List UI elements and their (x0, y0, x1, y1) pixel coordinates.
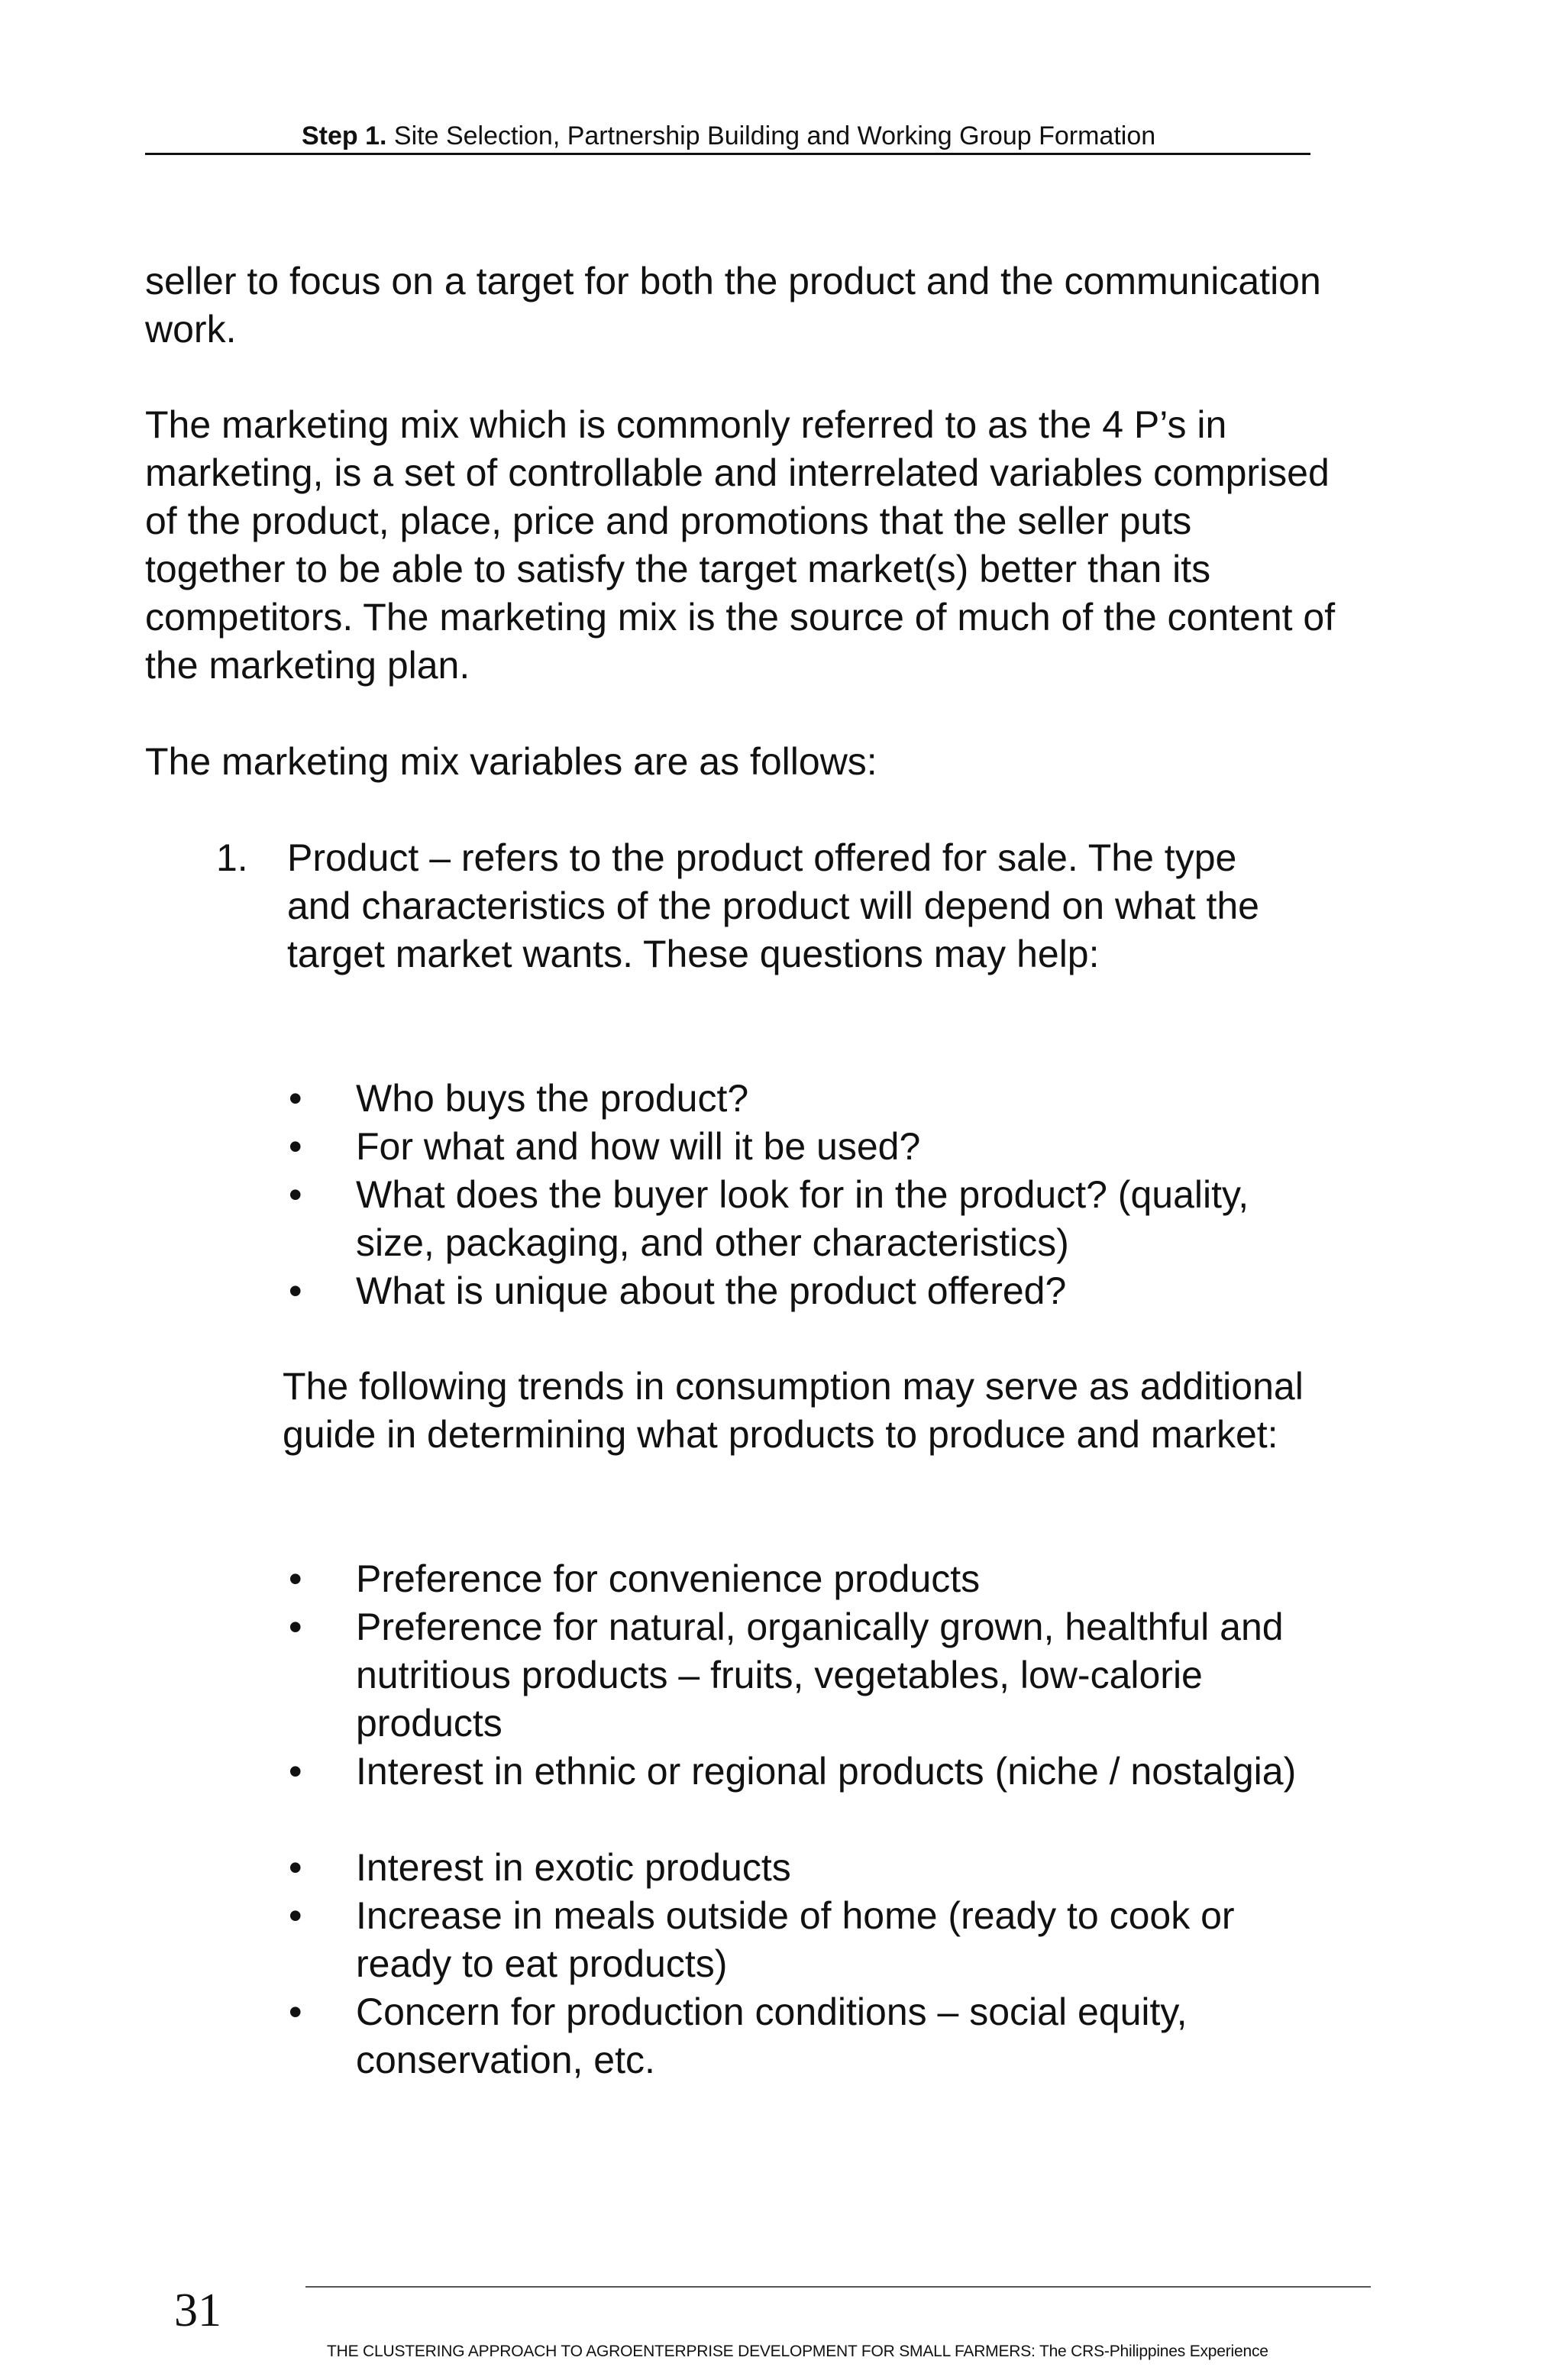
bullet-icon: • (289, 1125, 302, 1168)
footer-book-title: THE CLUSTERING APPROACH TO AGROENTERPRISE DEVELOPMENT FOR SMALL FARMERS: The CRS-Philippines Experience (327, 2343, 1268, 2360)
list-item-text: What is unique about the product offered? (356, 1269, 1067, 1312)
paragraph-variables-intro: The marketing mix variables are as follows: (145, 740, 877, 783)
list-item-text: Preference for convenience products (356, 1557, 981, 1600)
list-item-text: Interest in exotic products (356, 1846, 791, 1889)
list-item-text: Preference for natural, organically grown, healthful and nutritious products – fruits, vegetables, low-calorie products (356, 1606, 1284, 1745)
footer-rule (305, 2286, 1371, 2288)
header-title: Site Selection, Partnership Building and Working Group Formation (386, 121, 1156, 150)
header-rule (145, 153, 1310, 155)
page-number: 31 (174, 2285, 221, 2336)
item-number: 1. (216, 836, 248, 879)
paragraph-continuation: seller to focus on a target for both the product and the communication work. (145, 260, 1321, 351)
bullet-icon: • (289, 1990, 302, 2033)
bullet-icon: • (289, 1606, 302, 1648)
bullet-icon: • (289, 1269, 302, 1312)
bullet-icon: • (289, 1846, 302, 1889)
list-item-text: Who buys the product? (356, 1077, 749, 1120)
bullet-icon: • (289, 1894, 302, 1937)
list-item-text: For what and how will it be used? (356, 1125, 921, 1168)
bullet-icon: • (289, 1077, 302, 1120)
trends-intro: The following trends in consumption may serve as additional guide in determining what products to produce and market: (283, 1365, 1304, 1456)
running-header (302, 121, 1155, 151)
bullet-icon: • (289, 1173, 302, 1216)
list-item-text: Concern for production conditions – social equity, conservation, etc. (356, 1990, 1188, 2081)
bullet-icon: • (289, 1750, 302, 1793)
list-item-text: Interest in ethnic or regional products (niche / nostalgia) (356, 1750, 1297, 1793)
list-item-text: Increase in meals outside of home (ready to cook or ready to eat products) (356, 1894, 1235, 1985)
header-step-label: Step 1. (302, 121, 387, 150)
item-text: Product – refers to the product offered for sale. The type and characteristics of the product will depend on what the target market wants. These questions may help: (287, 836, 1259, 975)
bullet-icon: • (289, 1557, 302, 1600)
paragraph-marketing-mix: The marketing mix which is commonly referred to as the 4 P’s in marketing, is a set of controllable and interrelated variables comprised of the product, place, price and promotions that the seller puts together to be able to satisfy the target market(s) better than its competitors. The marketing mix is the source of much of the content of the marketing plan. (145, 403, 1336, 687)
list-item-text: What does the buyer look for in the product? (quality, size, packaging, and other characteristics) (356, 1173, 1249, 1264)
